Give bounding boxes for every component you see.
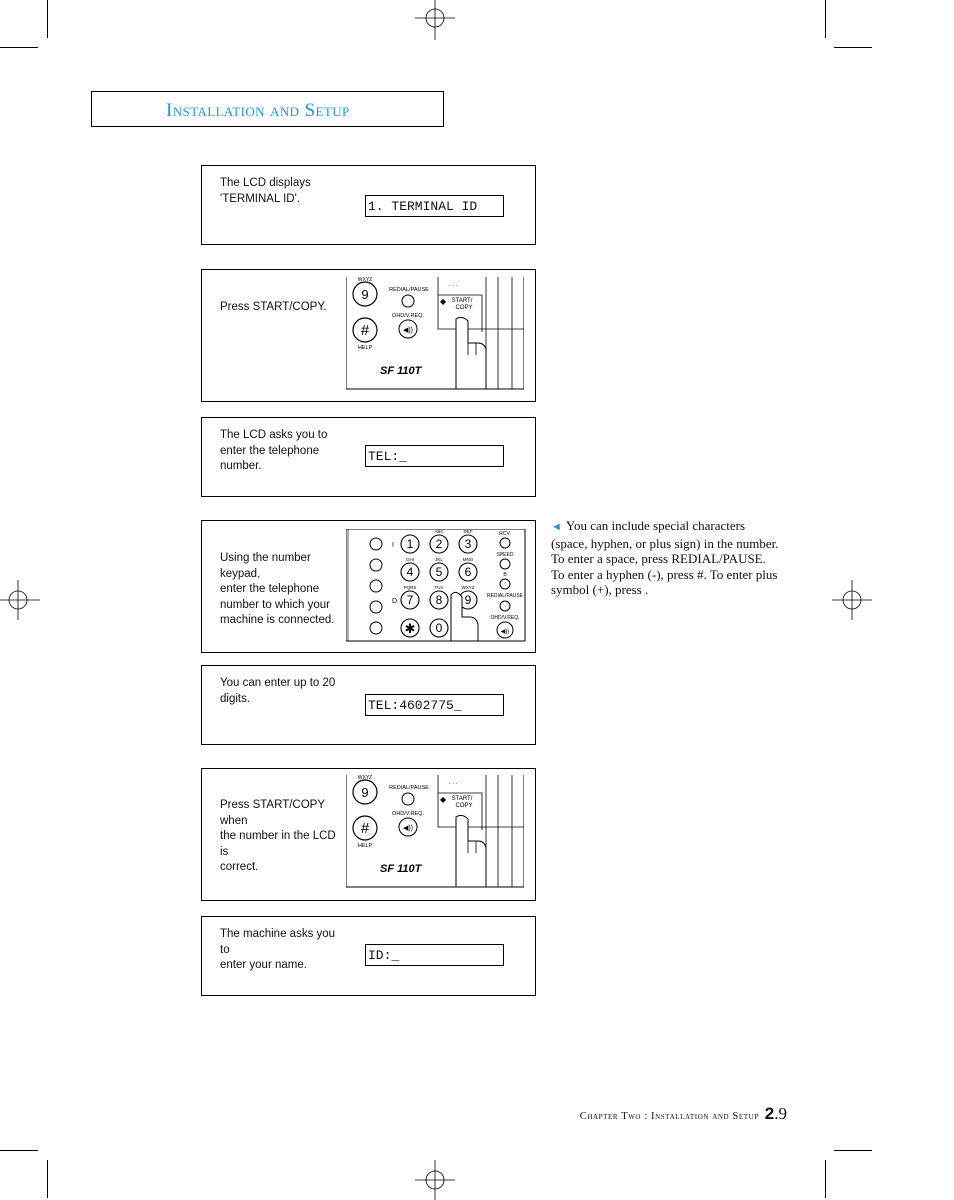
section-title: Installation and Setup <box>166 100 350 121</box>
key-7: 7 <box>406 593 414 607</box>
key-9: 9 <box>361 785 369 800</box>
speaker-icon: ◀)) <box>402 825 414 832</box>
help-label: HELP <box>357 345 373 351</box>
dots: . . . <box>449 780 458 786</box>
footer-chapter-title: Chapter Two : Installation and Setup <box>579 1111 759 1122</box>
model-logo: SF 110T <box>380 365 422 377</box>
lcd-display: TEL:4602775_ <box>365 694 504 716</box>
speed-label: SPEED <box>496 552 514 558</box>
crop-mark <box>825 1160 826 1198</box>
speaker-icon: ◀)) <box>402 327 414 334</box>
crop-mark <box>825 0 826 38</box>
b-label: B <box>503 572 507 578</box>
key-9: 9 <box>361 287 369 302</box>
svg-text:D: D <box>392 598 398 605</box>
step-instruction: The machine asks you to enter your name. <box>220 928 336 971</box>
page-number: .9 <box>774 1104 787 1123</box>
registration-mark <box>832 580 872 620</box>
key-2: 2 <box>435 537 443 551</box>
step-instruction: You can enter up to 20 digits. <box>220 677 336 705</box>
step-instruction: Press START/COPY. <box>220 301 327 313</box>
crop-mark <box>47 0 48 38</box>
hand-pointer-icon <box>456 317 486 389</box>
key-0: 0 <box>435 621 443 635</box>
def-label: DEF <box>463 529 473 534</box>
step-instruction: Press START/COPY when the number in the LCD is correct. <box>220 799 336 873</box>
rcv-label: RCV. <box>499 531 511 537</box>
registration-mark <box>415 0 455 40</box>
key-5: 5 <box>435 565 443 579</box>
lcd-display: ID:_ <box>365 944 504 966</box>
start-label: START/ <box>451 298 473 304</box>
help-label: HELP <box>357 843 373 849</box>
registration-mark <box>415 1160 455 1200</box>
hash-key: # <box>360 820 370 837</box>
pqrs-label: PQRS <box>403 585 417 590</box>
step-box <box>201 665 536 745</box>
crop-mark <box>47 1160 48 1198</box>
model-logo: SF 110T <box>380 863 422 875</box>
key-1: 1 <box>406 537 414 551</box>
abc-label: ABC <box>434 529 444 534</box>
crop-mark <box>834 47 872 48</box>
copy-label: COPY <box>455 803 473 809</box>
ohd-label: OHD/V.REQ. <box>490 615 520 621</box>
jkl-label: JKL <box>435 557 443 562</box>
dots: . . . <box>449 282 458 288</box>
step-box <box>201 520 536 653</box>
page-number-chapter: 2 <box>764 1104 775 1123</box>
speaker-icon: ◀)) <box>500 629 510 635</box>
key-8: 8 <box>435 593 443 607</box>
crop-mark <box>0 1150 38 1151</box>
step-box <box>201 916 536 996</box>
key-letters: WXYZ <box>357 775 373 781</box>
crop-mark <box>0 47 38 48</box>
page-footer <box>580 1104 787 1124</box>
ghi-label: GHI <box>405 557 415 562</box>
redial-label: REDIAL/PAUSE <box>389 287 429 293</box>
start-icon: ◆ <box>440 795 447 804</box>
mno-label: MNO <box>462 557 474 562</box>
start-label: START/ <box>451 796 473 802</box>
hash-key: # <box>360 322 370 339</box>
copy-label: COPY <box>455 305 473 311</box>
redial-label: REDIAL/PAUSE <box>389 785 429 791</box>
lcd-display: TEL:_ <box>365 445 504 467</box>
step-instruction: The LCD asks you to enter the telephone number. <box>220 429 328 472</box>
ohd-label: OHD/V.REQ. <box>392 811 424 817</box>
tip-text: You can include special characters (space, hyphen, or plus sign) in the number. To enter a space, press REDIAL/PAUSE. To enter a hyphen (-), press #. To enter plus symbol (+), press . <box>551 518 779 597</box>
ohd-label: OHD/V.REQ. <box>392 313 424 319</box>
key-3: 3 <box>464 537 472 551</box>
arrow-left-icon: ◄ <box>551 521 562 533</box>
keypad-illustration <box>346 529 526 642</box>
control-panel-illustration <box>346 277 524 390</box>
hand-pointer-icon <box>456 815 486 887</box>
redial-label: REDIAL/PAUSE <box>486 593 524 599</box>
section-header <box>91 91 444 127</box>
crop-mark <box>834 1150 872 1151</box>
key-4: 4 <box>406 565 414 579</box>
wxyz-label: WXYZ <box>461 585 475 590</box>
key-9: 9 <box>464 593 472 607</box>
step-instruction: Using the number keypad, enter the telephone number to which your machine is connected. <box>220 552 335 626</box>
control-panel-illustration <box>346 775 524 888</box>
step-box <box>201 768 536 901</box>
star-key: ✱ <box>404 621 416 636</box>
key-6: 6 <box>464 565 472 579</box>
registration-mark <box>0 580 40 620</box>
key-letters: WXYZ <box>357 277 373 283</box>
tuv-label: TUV <box>434 585 444 590</box>
step-box <box>201 269 536 402</box>
lcd-display: 1. TERMINAL ID <box>365 195 504 217</box>
svg-text:I: I <box>392 542 394 549</box>
step-box <box>201 417 536 497</box>
start-icon: ◆ <box>440 297 447 306</box>
tip-note <box>551 518 781 598</box>
step-instruction: The LCD displays 'TERMINAL ID'. <box>220 177 311 205</box>
step-box <box>201 165 536 245</box>
